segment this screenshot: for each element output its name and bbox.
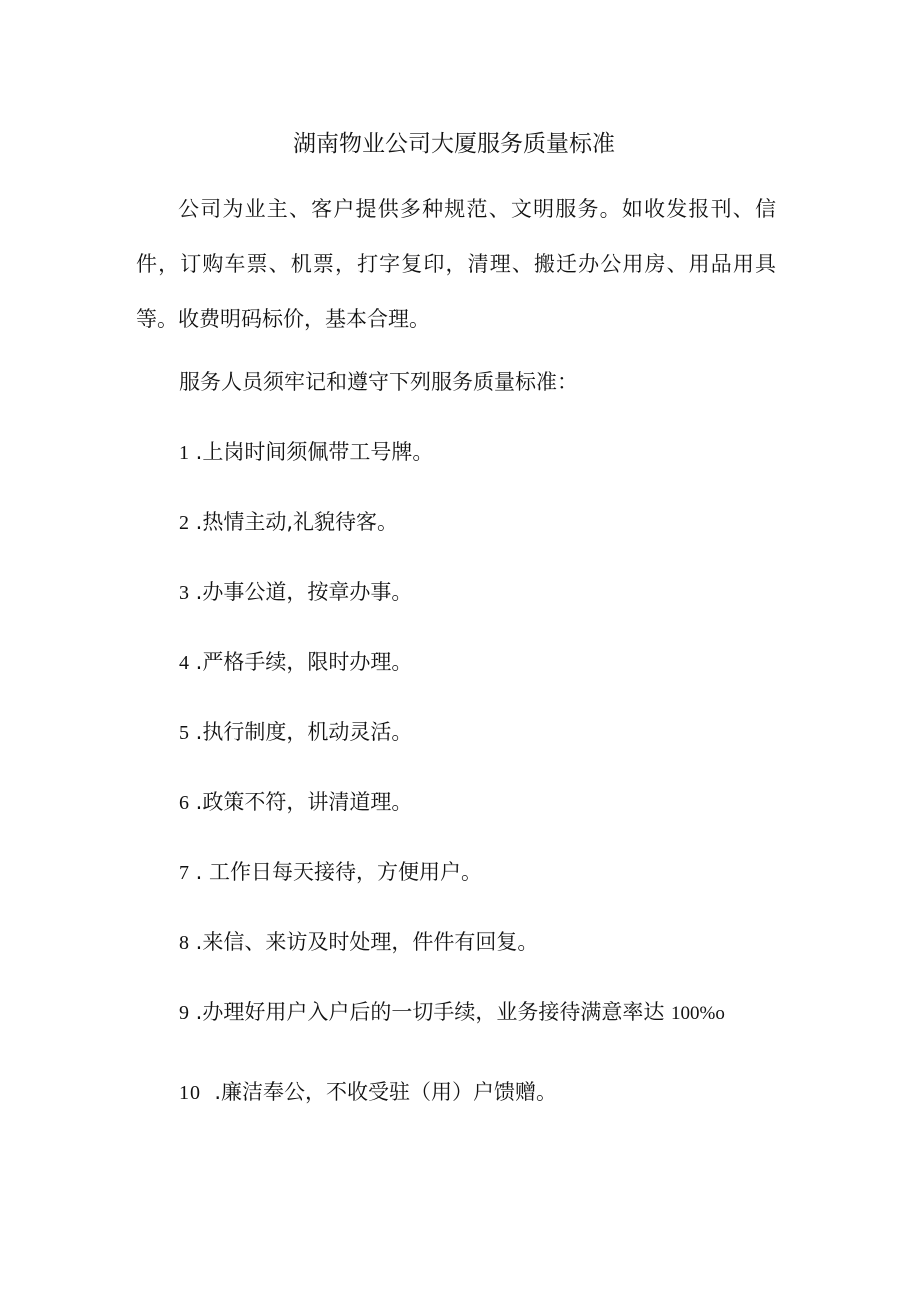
list-item <box>179 644 412 681</box>
item-number: 3 <box>179 582 189 604</box>
item-number: 2 <box>179 512 189 534</box>
list-item <box>179 994 725 1032</box>
item-text: 办事公道，按章办事。 <box>202 580 413 604</box>
item-text: 工作日每天接待，方便用户。 <box>209 860 483 884</box>
list-item <box>179 784 412 821</box>
item-text: 执行制度，机动灵活。 <box>202 720 413 744</box>
item-separator: . <box>189 510 203 534</box>
list-item <box>179 924 538 961</box>
item-tail-value: 100%o <box>671 1003 725 1024</box>
item-separator: . <box>189 930 203 954</box>
item-number: 10 <box>179 1082 201 1104</box>
item-separator: . <box>189 650 203 674</box>
item-separator: . <box>189 440 203 464</box>
list-item <box>179 434 433 471</box>
item-separator: . <box>189 860 210 884</box>
list-item <box>179 714 412 751</box>
item-separator: . <box>201 1080 222 1104</box>
item-separator: . <box>189 720 203 744</box>
item-text: 上岗时间须佩带工号牌。 <box>202 440 434 464</box>
item-text: 政策不符，讲清道理。 <box>202 790 413 814</box>
item-number: 5 <box>179 722 189 744</box>
item-text: 严格手续，限时办理。 <box>202 650 413 674</box>
item-text: 来信、来访及时处理，件件有回复。 <box>202 930 539 954</box>
item-text: 办理好用户入户后的一切手续，业务接待满意率达 <box>202 1000 672 1024</box>
item-number: 4 <box>179 652 189 674</box>
item-number: 7 <box>179 862 189 884</box>
item-separator: . <box>189 1000 203 1024</box>
standards-lead-text: 服务人员须牢记和遵守下列服务质量标准： <box>179 370 578 394</box>
item-number: 8 <box>179 932 189 954</box>
list-item <box>179 854 482 891</box>
list-item <box>179 504 398 541</box>
list-item <box>179 1074 557 1111</box>
item-text: 热情主动,礼貌待客。 <box>202 510 399 534</box>
item-separator: . <box>189 580 203 604</box>
intro-paragraph: 公司为业主、客户提供多种规范、文明服务。如收发报刊、信件，订购车票、机票，打字复印，清理、搬迁办公用房、用品用具等。收费明码标价，基本合理。 <box>136 197 776 331</box>
item-number: 9 <box>179 1002 189 1024</box>
document-title: 湖南物业公司大厦服务质量标准 <box>293 131 615 157</box>
list-item <box>179 574 412 611</box>
item-separator: . <box>189 790 203 814</box>
item-number: 6 <box>179 792 189 814</box>
item-number: 1 <box>179 442 189 464</box>
item-text: 廉洁奉公，不收受驻（用）户馈赠。 <box>221 1080 558 1104</box>
